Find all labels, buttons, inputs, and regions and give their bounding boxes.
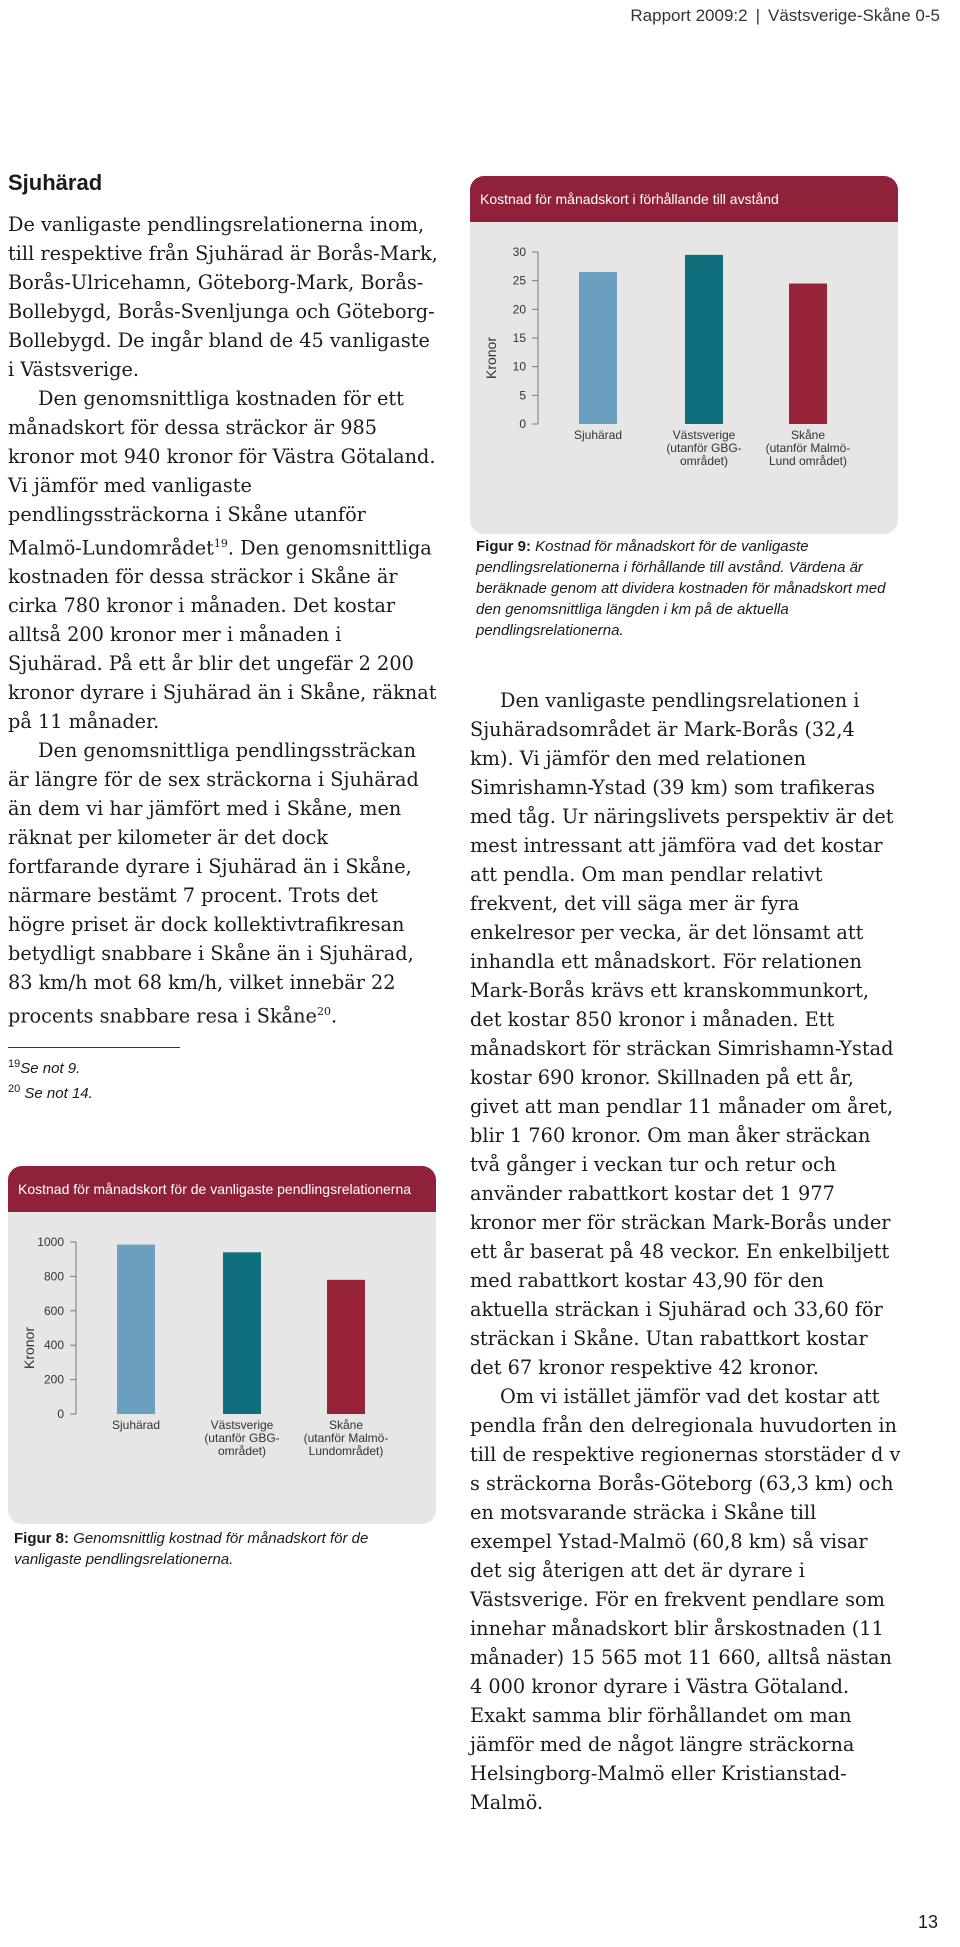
footnote-divider [8, 1047, 180, 1048]
chart-plot [470, 222, 898, 534]
y-tick-label: 15 [512, 331, 526, 345]
x-tick-label [304, 1418, 389, 1458]
bar [685, 255, 723, 424]
x-tick-label-line: Västsverige [210, 1418, 274, 1432]
x-tick-label-line: (utanför Malmö- [303, 1431, 389, 1445]
footnote-ref: 19 [213, 537, 228, 550]
y-tick-label: 20 [512, 302, 526, 317]
running-header [630, 6, 940, 26]
footnote: $^{19}$Se not 9. [8, 1057, 81, 1077]
paragraph: De vanligaste pendlingsrelationerna inom, till respektive från Sjuhärad är Borås-Mark, Borås-Ulricehamn, Göteborg-Mark, Borås-Bollebygd, Borås-Svenljunga och Göteborg-Bollebygd. De ingår bland de 45 vanligaste i Västsverige. [8, 213, 438, 381]
header-separator: | [755, 6, 761, 25]
y-tick-label: 1000 [37, 1235, 64, 1249]
x-tick-label [112, 1418, 160, 1432]
y-tick-label: 0 [519, 417, 526, 431]
x-tick-label-line: Västsverige [672, 428, 736, 442]
paragraph: Den genomsnittliga kostnaden för ett månadskort för dessa sträckor är 985 kronor mot 940 kronor för Västra Götaland. Vi jämför med vanligaste pendlingssträckorna i Skåne utanför Malmö-Lundområdet$^{19}$. Den genomsnittliga kostnaden för dessa sträckor i Skåne är cirka 780 kronor i månaden. Det kostar alltså 200 kronor mer i månaden i Sjuhärad. På ett år blir det ungefär 2 200 kronor dyrare i Sjuhärad än i Skåne, räknat på 11 månader. [8, 387, 437, 734]
x-tick-label-line: Lund området) [768, 454, 848, 468]
paragraph: Den vanligaste pendlingsrelationen i Sjuhäradsområdet är Mark-Borås (32,4 km). Vi jämför den med relationen Simrishamn-Ystad (39 km) som trafikeras med tåg. Ur näringslivets perspektiv är det mest intressant att jämföra vad det kostar att pendla. Om man pendlar relativt frekvent, det vill säga mer är fyra enkelresor per vecka, är det lönsamt att inhandla ett månadskort. För relationen Mark-Borås krävs ett kranskommunkort, det kostar 850 kronor i månaden. Ett månadskort för sträckan Simrishamn-Ystad kostar 690 kronor. Skillnaden på ett år, givet att man pendlar 11 månader om året, blir 1 760 kronor. Om man åker sträckan två gånger i veckan tur och retur och använder rabattkort kostar det 1 977 kronor mer för sträckan Mark-Borås under ett år baserat på 48 veckor. En enkelbiljett med rabattkort kostar 43,90 för den aktuella sträckan i Sjuhärad och 33,60 för sträckan i Skåne. Utan rabattkort kostar det 67 kronor respektive 42 kronor. [470, 689, 894, 1379]
paragraph: Om vi istället jämför vad det kostar att pendla från den delregionala huvudorten in till de respektive regionernas storstäder d v s sträckorna Borås-Göteborg (63,3 km) och en motsvarande sträcka i Skåne till exempel Ystad-Malmö (60,8 km) så visar det sig återigen att det är dyrare i Västsverige. För en frekvent pendlare som innehar månadskort blir årskostnaden (11 månader) 15 565 mot 11 660, alltså nästan 4 000 kronor dyrare i Västra Götaland. Exakt samma blir förhållandet om man jämför med de något längre sträckorna Helsingborg-Malmö eller Kristianstad-Malmö. [470, 1385, 901, 1814]
x-tick-label [574, 428, 622, 442]
chart-header: Kostnad för månadskort för de vanligaste pendlingsrelationerna [8, 1166, 436, 1212]
bar [327, 1280, 365, 1414]
y-tick-label: 25 [512, 273, 526, 288]
y-tick-label: 200 [43, 1372, 64, 1387]
x-tick-label-line: Skåne [328, 1418, 364, 1432]
paragraph: Den genomsnittliga pendlingssträckan är längre för de sex sträckorna i Sjuhärad än dem vi har jämfört med i Skåne, men räknat per kilometer är det dock fortfarande dyrare i Sjuhärad än i Skåne, närmare bestämt 7 procent. Trots det högre priset är dock kollektivtrafikresan betydligt snabbare i Skåne än i Sjuhärad, 83 km/h mot 68 km/h, vilket innebär 22 procents snabbare resa i Skåne$^{20}$. [8, 739, 419, 1028]
figure-9-caption: Figur 9: Kostnad för månadskort för de vanligaste pendlingsrelationerna i förhållande till avstånd. Värdena är beräknade genom att dividera kostnaden för månadskort med den genomsnittliga längden i km på de aktuella pendlingsrelationerna. [476, 538, 886, 639]
bar [579, 272, 617, 424]
y-tick-label: 0 [57, 1407, 64, 1421]
bar [117, 1245, 155, 1414]
x-tick-label-line: området) [217, 1444, 267, 1458]
chart-header: Kostnad för månadskort i förhållande till avstånd [470, 176, 898, 222]
x-tick-label-line: (utanför GBG- [204, 1431, 280, 1445]
y-tick-label: 10 [512, 359, 526, 374]
report-id: Rapport 2009:2 [630, 6, 748, 25]
y-axis-label: Kronor [21, 1326, 37, 1370]
x-tick-label [666, 428, 741, 468]
section-heading: Sjuhärad [8, 170, 103, 195]
x-tick-label-line: Sjuhärad [573, 428, 623, 442]
footnote-ref: 20 [316, 1005, 331, 1019]
x-tick-label-line: (utanför GBG- [666, 441, 742, 455]
bar [223, 1252, 261, 1414]
chart-plot [8, 1212, 436, 1524]
y-tick-label: 5 [519, 388, 526, 403]
y-tick-label: 400 [43, 1338, 64, 1353]
x-tick-label-line: området) [679, 454, 729, 468]
right-column [470, 686, 904, 1817]
figure-9-chart [470, 176, 898, 534]
footnote: $^{20}$ Se not 14. [8, 1082, 93, 1102]
bar [789, 284, 827, 424]
y-tick-label: 30 [512, 245, 526, 259]
x-tick-label-line: Skåne [790, 428, 826, 442]
x-tick-label [766, 428, 851, 468]
y-axis-label: Kronor [483, 336, 499, 380]
figure-8-chart [8, 1166, 436, 1524]
page-number: 13 [917, 1912, 938, 1932]
y-tick-label: 600 [43, 1303, 64, 1318]
figure-8-caption: Figur 8: Genomsnittlig kostnad för månadskort för de vanligaste pendlingsrelationerna. [14, 1530, 369, 1568]
x-tick-label-line: Sjuhärad [111, 1418, 161, 1432]
y-tick-label: 800 [43, 1269, 64, 1284]
project-name: Västsverige-Skåne 0-5 [768, 6, 940, 25]
x-tick-label [204, 1418, 279, 1458]
x-tick-label-line: Lundområdet) [308, 1444, 384, 1458]
x-tick-label-line: (utanför Malmö- [765, 441, 851, 455]
left-column [8, 170, 438, 1104]
